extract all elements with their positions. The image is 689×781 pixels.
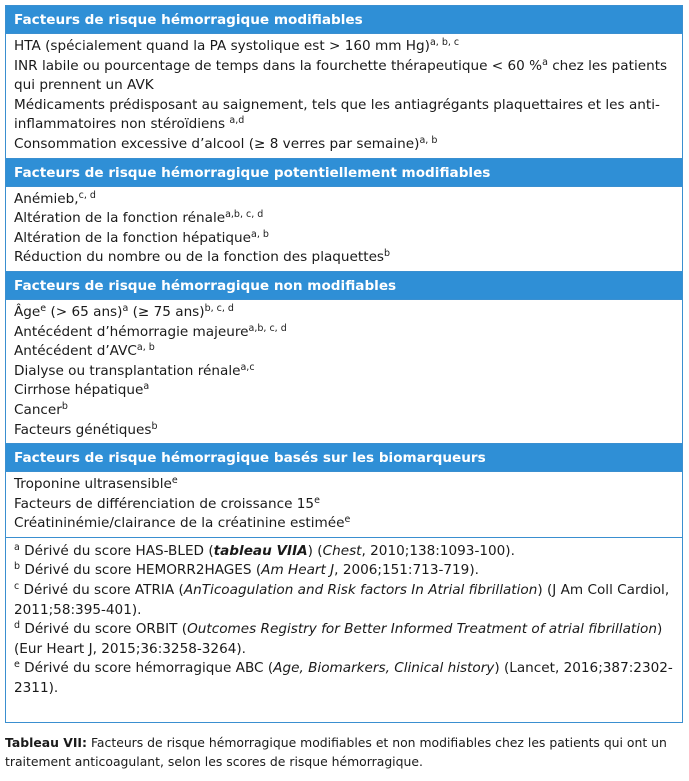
item-text: Réduction du nombre ou de la fonction des plaquettes <box>14 249 385 266</box>
footnote-italic: Chest <box>322 542 362 559</box>
item-sup: a, b <box>419 134 438 146</box>
item-sup: e <box>171 475 178 487</box>
list-item <box>14 514 674 534</box>
section-header-biomarqueurs: Facteurs de risque hémorragique basés sur les biomarqueurs <box>6 444 682 472</box>
list-item <box>14 475 674 495</box>
section-header-non-modifiables: Facteurs de risque hémorragique non modifiables <box>6 272 682 300</box>
item-sup: a,d <box>229 115 245 127</box>
footnote-letter: c <box>14 581 20 593</box>
item-text: Antécédent d’hémorragie majeure <box>14 323 249 340</box>
list-item <box>14 401 674 421</box>
footnote-text: ) (Lancet, 2016;387:2302-2311). <box>14 660 673 697</box>
item-text: Facteurs de différenciation de croissance 15 <box>14 495 315 512</box>
footnote-italic: Am Heart J <box>261 562 335 579</box>
item-sup: e <box>40 302 47 314</box>
table-caption <box>5 734 685 771</box>
footnote <box>14 659 674 698</box>
item-text: Créatininémie/clairance de la créatinine estimée <box>14 515 345 532</box>
list-item <box>14 209 674 229</box>
section-header-modifiables: Facteurs de risque hémorragique modifiables <box>6 6 682 34</box>
footnote-text: ) (Eur Heart J, 2015;36:3258-3264). <box>14 621 663 657</box>
list-item <box>14 96 674 135</box>
item-sup: a, b <box>251 228 269 240</box>
footnote <box>14 581 674 620</box>
item-sup: b <box>61 400 68 412</box>
footnote-text: , 2006;151:713-719). <box>334 562 479 579</box>
section-body-biomarqueurs <box>6 472 682 538</box>
footnote-letter: b <box>14 561 21 573</box>
footnotes <box>6 538 682 703</box>
footnote-text: , 2010;138:1093-100). <box>361 542 515 559</box>
item-tail: (> 65 ans) <box>46 303 123 320</box>
footnote-letter: e <box>14 659 20 671</box>
item-text: Consommation excessive d’alcool (≥ 8 verres par semaine) <box>14 135 420 152</box>
footnote-text: Dérivé du score HEMORR2HAGES ( <box>20 562 262 579</box>
list-item <box>14 421 674 441</box>
item-tail: (≥ 75 ans) <box>128 303 205 320</box>
footnote-text: Dérivé du score ORBIT ( <box>20 621 188 638</box>
footnote-letter: d <box>14 620 21 632</box>
list-item <box>14 229 674 249</box>
item-sup: a <box>542 56 548 68</box>
item-sup: a,b, c, d <box>225 209 264 221</box>
list-item <box>14 248 674 268</box>
list-item <box>14 57 674 96</box>
list-item <box>14 135 674 155</box>
footnote <box>14 561 674 581</box>
item-text: Anémieb, <box>14 190 79 207</box>
item-text: Altération de la fonction hépatique <box>14 229 251 246</box>
footnote-bold-italic: tableau VIIA <box>213 542 308 559</box>
footnote-text: Dérivé du score ATRIA ( <box>19 582 184 599</box>
item-sup: a <box>122 302 129 314</box>
item-text: Dialyse ou transplantation rénale <box>14 362 241 379</box>
section-body-non-modifiables <box>6 300 682 444</box>
item-sup: e <box>344 514 351 526</box>
item-text: Cancer <box>14 401 62 418</box>
section-body-potentiellement-modifiables <box>6 187 682 272</box>
list-item <box>14 495 674 515</box>
item-sup: a,c <box>240 361 255 373</box>
item-sup: a, b <box>136 342 155 354</box>
footnote-text: Dérivé du score HAS-BLED ( <box>19 542 214 559</box>
footnote-text: ) (J Am Coll Cardiol, 2011;58:395-401). <box>14 582 670 618</box>
caption-text: Facteurs de risque hémorragique modifiables et non modifiables chez les patients qui ont un traitement anticoagulant, selon les scores de risque hémorragique. <box>5 735 667 769</box>
risk-factors-table <box>5 5 683 723</box>
item-text: HTA (spécialement quand la PA systolique est > 160 mm Hg) <box>14 38 430 54</box>
footnote-text: ) ( <box>307 542 323 559</box>
item-sup: c, d <box>78 189 96 201</box>
section-header-potentiellement-modifiables: Facteurs de risque hémorragique potentiellement modifiables <box>6 159 682 187</box>
item-text: Troponine ultrasensible <box>14 476 172 493</box>
list-item <box>14 37 674 57</box>
footnote-italic: AnTicoagulation and Risk factors In Atrial fibrillation <box>183 582 538 599</box>
list-item <box>14 323 674 343</box>
footnote-italic: Age, Biomarkers, Clinical history <box>273 660 495 677</box>
item-sup: a, b, c <box>429 37 460 48</box>
item-text: Altération de la fonction rénale <box>14 210 226 227</box>
list-item <box>14 190 674 210</box>
item-tail: chez les patients qui prennent un AVK <box>14 57 668 94</box>
item-text: Facteurs génétiques <box>14 421 152 438</box>
item-sup: e <box>314 494 320 506</box>
item-text: Cirrhose hépatique <box>14 382 144 399</box>
item-text: Âge <box>14 303 41 320</box>
footnote-text: Dérivé du score hémorragique ABC ( <box>19 660 274 677</box>
footnote-italic: Outcomes Registry for Better Informed Treatment of atrial fibrillation <box>187 621 657 638</box>
caption-label: Tableau VII: <box>5 735 87 750</box>
item-sup: b <box>151 420 158 432</box>
footnote <box>14 620 674 659</box>
list-item <box>14 303 674 323</box>
item-text: Antécédent d’AVC <box>14 343 137 360</box>
item-sup: b, c, d <box>204 302 234 314</box>
item-sup: b <box>384 248 391 260</box>
section-body-modifiables <box>6 34 682 159</box>
list-item <box>14 362 674 382</box>
item-sup: a <box>143 381 150 393</box>
footnote-letter: a <box>14 541 20 553</box>
footnote <box>14 542 674 562</box>
item-text: INR labile ou pourcentage de temps dans la fourchette thérapeutique < 60 % <box>14 57 543 74</box>
list-item <box>14 342 674 362</box>
list-item <box>14 381 674 401</box>
item-sup: a,b, c, d <box>248 322 287 334</box>
item-text: Médicaments prédisposant au saignement, tels que les antiagrégants plaquettaires et les anti-inflammatoires non stéroïdiens <box>14 96 660 133</box>
